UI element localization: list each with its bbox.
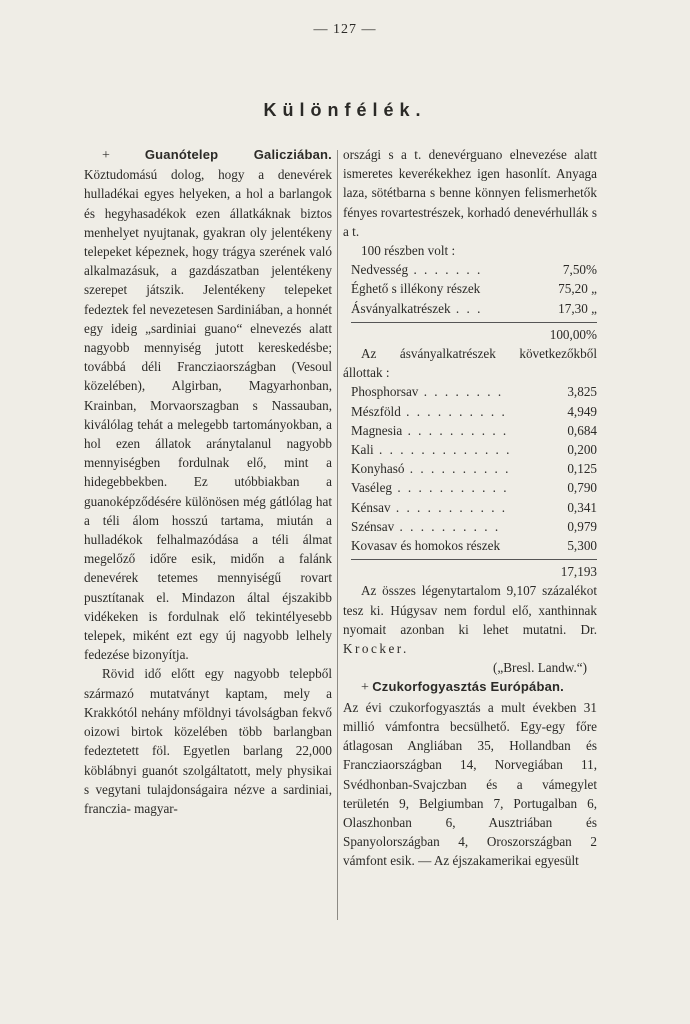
column-divider bbox=[337, 150, 338, 920]
left-column bbox=[84, 145, 332, 818]
table2-row bbox=[351, 382, 597, 401]
section-title: Különfélék. bbox=[263, 100, 427, 120]
table1-intro: 100 részben volt : bbox=[361, 243, 456, 259]
table2-label: Vaséleg . . . . . . . . . . . bbox=[351, 480, 509, 496]
author-name: Krocker. bbox=[343, 641, 409, 657]
table2-value: 0,684 bbox=[567, 422, 597, 438]
table2-total: 17,193 bbox=[351, 559, 597, 581]
leader-dots: . . . . . . . . . . bbox=[402, 422, 509, 438]
table2-value: 4,949 bbox=[567, 403, 597, 419]
table1-row bbox=[351, 279, 597, 298]
table1-label: Éghető s illékony részek bbox=[351, 281, 481, 297]
table2-label: Phosphorsav . . . . . . . . bbox=[351, 384, 504, 400]
table2-row bbox=[351, 478, 597, 497]
leader-dots: . . . . . . . . . . bbox=[394, 518, 501, 534]
table2-row bbox=[351, 536, 597, 555]
table1-value: 17,30 „ bbox=[558, 300, 597, 316]
article1-paragraph3: Az összes légenytartalom 9,107 százalékot tesz ki. Húgysav nem fordul elő, xanthinnak nyomait azonban ki lehet mutatni. Dr. Krocker. bbox=[343, 583, 597, 657]
table2-label: Szénsav . . . . . . . . . . bbox=[351, 518, 501, 534]
table1-label: Ásványalkatrészek . . . bbox=[351, 300, 483, 316]
table2-value: 0,200 bbox=[567, 442, 597, 458]
leader-dots: . . . bbox=[450, 300, 483, 316]
table2-label: Konyhasó . . . . . . . . . . bbox=[351, 461, 511, 477]
article1-paragraph2-cont: országi s a t. denevérguano elnevezése alatt ismeretes keverékekhez igen hasonlít. Anyaga laza, sötétbarna s benne könnyen felismerhetők fényes rovartestrészek, korhadó denevérhullák s a t. bbox=[343, 147, 597, 239]
table2-row bbox=[351, 517, 597, 536]
article1-heading: Guanótelep Galicziában. bbox=[144, 147, 332, 162]
leader-dots: . . . . . . . bbox=[408, 262, 483, 278]
table2-row bbox=[351, 440, 597, 459]
leader-dots: . . . . . . . . . . bbox=[400, 403, 507, 419]
table2-row bbox=[351, 498, 597, 517]
leader-dots: . . . . . . . . . . . bbox=[392, 480, 509, 496]
leader-dots: . . . . . . . . . . bbox=[404, 461, 511, 477]
table2 bbox=[351, 382, 597, 581]
table2-row bbox=[351, 421, 597, 440]
table1-label: Nedvesség . . . . . . . bbox=[351, 262, 483, 278]
table2-value: 0,790 bbox=[567, 480, 597, 496]
table2-row bbox=[351, 459, 597, 478]
table2-value: 0,341 bbox=[567, 499, 597, 515]
table1-total: 100,00% bbox=[351, 322, 597, 344]
table2-label: Kénsav . . . . . . . . . . . bbox=[351, 499, 508, 515]
table2-value: 0,979 bbox=[567, 518, 597, 534]
table2-value: 5,300 bbox=[567, 538, 597, 554]
article1-text: Köztudomású dolog, hogy a denevérek hulladékai egyes helyeken, a hol a barlangok és hegyhasadékok ezen állatkáknak biztos menhelyet nyujtanak, gyakran oly jelentékeny telepeket képeznek, hogy trágya szerének való alkalmazásuk, a gazdászatban jelentékeny szerepet játszik. Jelentékeny telepeket fedeztek fel nevezetesen Sardiniában, a honnét egy ideig „sardiniai guano“ elnevezés alatt nagyobb mennyiség jutott kereskedésbe; továbbá déli Francziaországban (Vesoul közelében), Algirban, Magyarhonban, Krainban, Morvaorszagban s Nassauban, kiválólag tehát a melegebb tartományokban, a hol ezen állatok aránytalanul nagyobb mennyiségben fordulnak elő, mint a hidegebbekben. Ez utóbbiakban a guanoképződésére különösen még gátlólag hat a téli álom hosszú tartama, miután a hulladékok felhalmazódása a téli álmat megelőző időre esik, midőn a falánk denevérek tetemes mennyiségű rovart pusztítanak el. Mindazon által éjszakibb vidékeken is fordulnak elő tekintélyesebb telepek, miként ezt egy új nagyobb lelhely fedezése bizonyítja. bbox=[84, 167, 332, 663]
table2-value: 0,125 bbox=[567, 461, 597, 477]
table1 bbox=[351, 260, 597, 344]
table2-intro: Az ásványalkatrészek következőkből állottak : bbox=[343, 346, 597, 381]
table1-row bbox=[351, 260, 597, 279]
cross-marker-icon: + bbox=[102, 148, 110, 163]
article2-heading: Czukorfogyasztás Európában. bbox=[372, 679, 564, 695]
table2-label: Magnesia . . . . . . . . . . bbox=[351, 422, 509, 438]
table2-label: Kovasav és homokos részek bbox=[351, 538, 501, 554]
article1-source: („Bresl. Landw.“) bbox=[493, 660, 587, 676]
article2-text: Az évi czukorfogyasztás a mult években 31 millió vámfontra becsülhető. Egy-egy főre átlagosan Angliában 35, Hollandban és Francziaországban 14, Norvegiában 11, Svédhonban-Svajczban és a vámegylet területén 9, Belgiumban 7, Portugalban 6, Olaszhonban 6, Ausztriában és Spanyolországban 4, Oroszországban 2 vámfont esik. — Az éjszakamerikai egyesült bbox=[343, 699, 597, 869]
leader-dots: . . . . . . . . . . . bbox=[390, 499, 508, 515]
table1-row bbox=[351, 299, 597, 318]
cross-marker-icon: + bbox=[361, 680, 369, 696]
article2-paragraph1 bbox=[343, 677, 597, 697]
article1-paragraph2-start: Rövid idő előtt egy nagyobb telepből származó mutatványt kaptam, mely a Krakkótól nehány mföldnyi távolságban fekvő oizowi birtok közelében több barlangban fedeztetett föl. Egyetlen barlang 22,000 köblábnyi guanót szolgáltatott, mely physikai s vegytani tulajdonságaira nézve a sardiniai, franczia- magyar- bbox=[84, 666, 332, 816]
table1-value: 75,20 „ bbox=[558, 281, 597, 297]
table2-row bbox=[351, 402, 597, 421]
table2-label: Mészföld . . . . . . . . . . bbox=[351, 403, 507, 419]
article1-paragraph1 bbox=[84, 145, 332, 664]
table2-value: 3,825 bbox=[567, 384, 597, 400]
table2-label: Kali . . . . . . . . . . . . . bbox=[351, 442, 512, 458]
leader-dots: . . . . . . . . . . . . . bbox=[373, 442, 512, 458]
page-number: — 127 — bbox=[313, 22, 377, 37]
table1-value: 7,50% bbox=[562, 262, 597, 278]
author-prefix: Dr. bbox=[580, 621, 597, 637]
leader-dots: . . . . . . . . bbox=[418, 384, 504, 400]
right-column bbox=[343, 145, 597, 871]
